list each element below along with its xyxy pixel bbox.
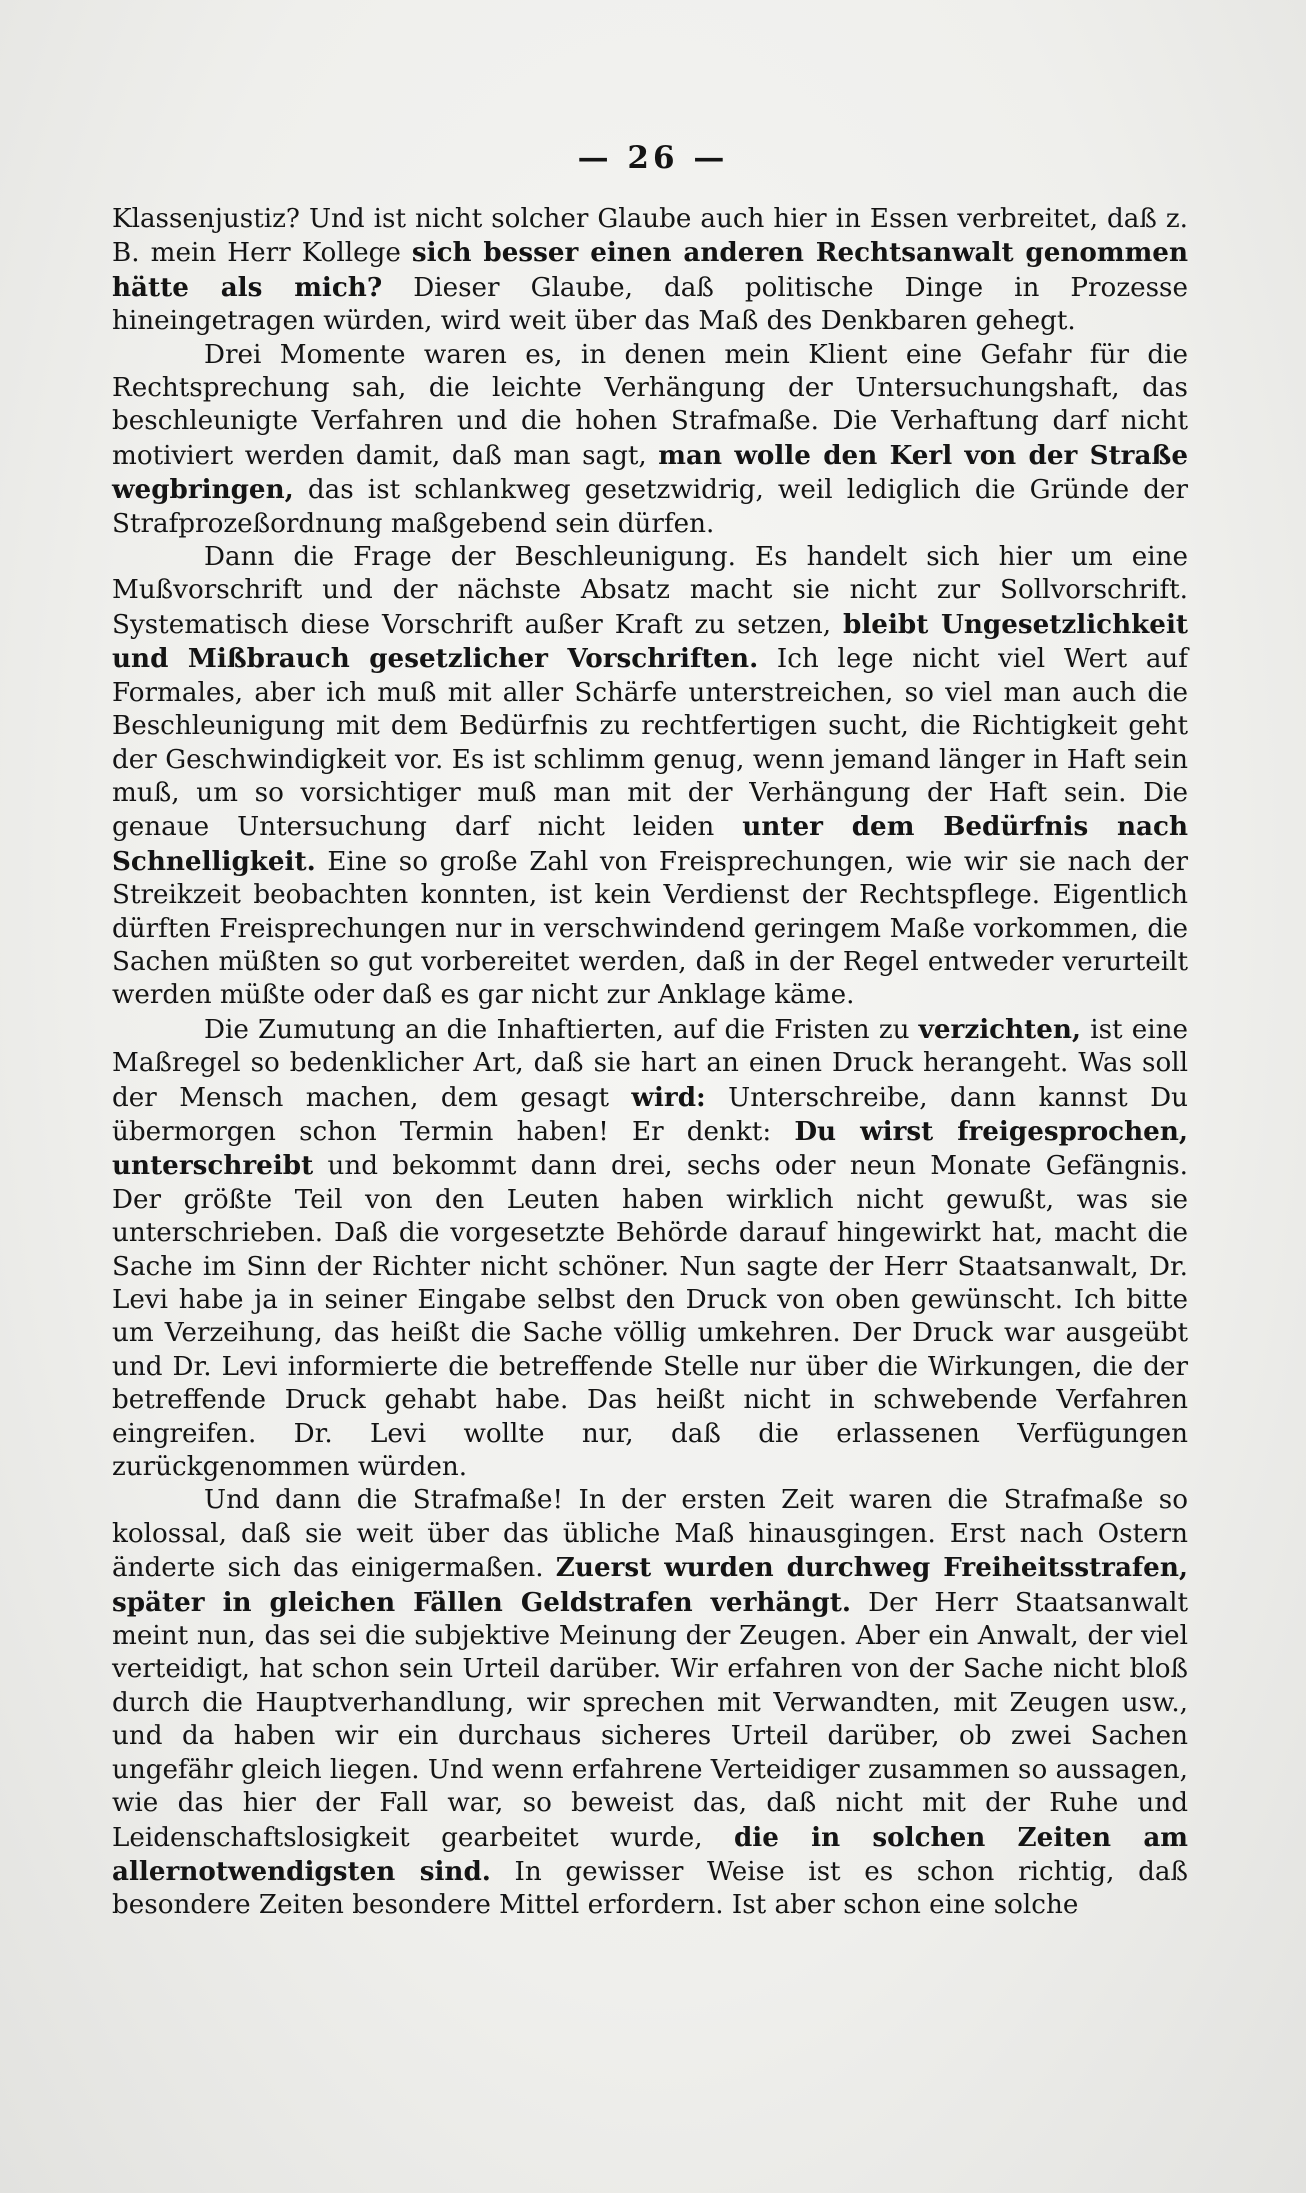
text-segment: Und dann die Strafmaße! In der ersten Zeit waren die Strafmaße so kolossal, daß sie weit über das übliche Maß hinausgingen. Erst nach Ostern änderte sich das einigermaßen.	[112, 1485, 1188, 1584]
emphasized-text: Du wirst freigesprochen, unterschreibt	[112, 1115, 1188, 1182]
text-segment: ist eine Maßregel so bedenklicher Art, daß sie hart an einen Druck herangeht. Was soll der Mensch machen, dem gesagt	[112, 1014, 1188, 1113]
text-segment: und bekommt dann drei, sechs oder neun Monate Gefängnis. Der größte Teil von den Leuten haben wirklich nicht gewußt, was sie unterschrieben. Daß die vorgesetzte Behörde darauf hingewirkt hat, macht die Sache im Sinn der Richter nicht schöner. Nun sagte der Herr Staatsanwalt, Dr. Levi habe ja in seiner Eingabe selbst den Druck von oben gewünscht. Ich bitte um Verzeihung, das heißt die Sache völlig umkehren. Der Druck war ausgeübt und Dr. Levi informierte die betreffende Stelle nur über die Wirkungen, die der betreffende Druck gehabt habe. Das heißt nicht in schwebende Verfahren eingreifen. Dr. Levi wollte nur, daß die erlassenen Verfügungen zurückgenommen würden.	[112, 1151, 1188, 1483]
text-segment: Dieser Glaube, daß politische Dinge in Prozesse hineingetragen würden, wird weit über das Maß des Denkbaren gehegt.	[112, 272, 1188, 337]
body-text	[112, 203, 1188, 1923]
emphasized-text: Zuerst wurden durchweg Freiheitsstrafen, später in gleichen Fällen Geldstrafen verhängt.	[112, 1552, 1189, 1618]
emphasized-text: wird:	[631, 1081, 706, 1113]
text-segment: In gewisser Weise ist es schon richtig, daß besondere Zeiten besondere Mittel erfordern. Ist aber schon eine solche	[112, 1856, 1188, 1921]
emphasized-text: unter dem Bedürfnis nach Schnelligkeit.	[112, 811, 1188, 877]
text-segment: Klassenjustiz? Und ist nicht solcher Glaube auch hier in Essen verbreitet, daß z. B. mein Herr Kollege	[112, 204, 1188, 269]
paragraph	[112, 1484, 1188, 1922]
text-segment: Die Zumutung an die Inhaftierten, auf die Fristen zu	[204, 1014, 919, 1045]
emphasized-text: sich besser einen anderen Rechtsanwalt genommen hätte als mich?	[112, 237, 1188, 303]
text-segment: Unterschreibe, dann kannst Du übermorgen schon Termin haben! Er denkt:	[112, 1082, 1188, 1147]
page-number: — 26 —	[577, 140, 729, 176]
text-segment: Drei Momente waren es, in denen mein Klient eine Gefahr für die Rechtsprechung sah, die leichte Verhängung der Untersuchungshaft, das beschleunigte Verfahren und die hohen Strafmaße. Die Verhaftung darf nicht motiviert werden damit, daß man sagt,	[112, 339, 1188, 471]
text-segment: das ist schlankweg gesetzwidrig, weil lediglich die Gründe der Strafprozeßordnung maßgebend sein dürfen.	[112, 475, 1188, 539]
emphasized-text: verzichten,	[918, 1013, 1082, 1045]
text-segment: Dann die Frage der Beschleunigung. Es handelt sich hier um eine Mußvorschrift und der nächste Absatz macht sie nicht zur Sollvorschrift. Systematisch diese Vorschrift außer Kraft zu setzen,	[112, 542, 1188, 640]
paragraph	[112, 541, 1188, 1013]
text-segment: Eine so große Zahl von Freisprechungen, wie wir sie nach der Streikzeit beobachten konnten, ist kein Verdienst der Rechtspflege. Eigentlich dürften Freisprechungen nur in verschwindend geringem Maße vorkommen, die Sachen müßten so gut vorbereitet werden, daß in der Regel entweder verurteilt werden müßte oder daß es gar nicht zur Anklage käme.	[112, 846, 1188, 1011]
paragraph	[112, 203, 1188, 339]
emphasized-text: man wolle den Kerl von der Straße wegbringen,	[112, 439, 1188, 506]
paragraph	[112, 1013, 1188, 1485]
text-segment: Der Herr Staatsanwalt meint nun, das sei die subjektive Meinung der Zeugen. Aber ein Anwalt, der viel verteidigt, hat schon sein Urteil darüber. Wir erfahren von der Sache nicht bloß durch die Hauptverhandlung, wir sprechen mit Verwandten, mit Zeugen usw., und da haben wir ein durchaus sicheres Urteil darüber, ob zwei Sachen ungefähr gleich liegen. Und wenn erfahrene Verteidiger zusammen so aussagen, wie das hier der Fall war, so beweist das, daß nicht mit der Ruhe und Leidenschaftslosigkeit gearbeitet wurde,	[112, 1587, 1188, 1853]
paragraph	[112, 339, 1188, 541]
text-segment: Ich lege nicht viel Wert auf Formales, aber ich muß mit aller Schärfe unterstreichen, so viel man auch die Beschleunigung mit dem Bedürfnis zu rechtfertigen sucht, die Richtigkeit geht der Geschwindigkeit vor. Es ist schlimm genug, wenn jemand länger in Haft sein muß, um so vorsichtiger muß man mit der Verhängung der Haft sein. Die genaue Untersuchung darf nicht leiden	[112, 644, 1188, 843]
emphasized-text: bleibt Ungesetzlichkeit und Mißbrauch gesetzlicher Vorschriften.	[112, 608, 1188, 675]
emphasized-text: die in solchen Zeiten am allernotwendigsten sind.	[112, 1821, 1189, 1887]
